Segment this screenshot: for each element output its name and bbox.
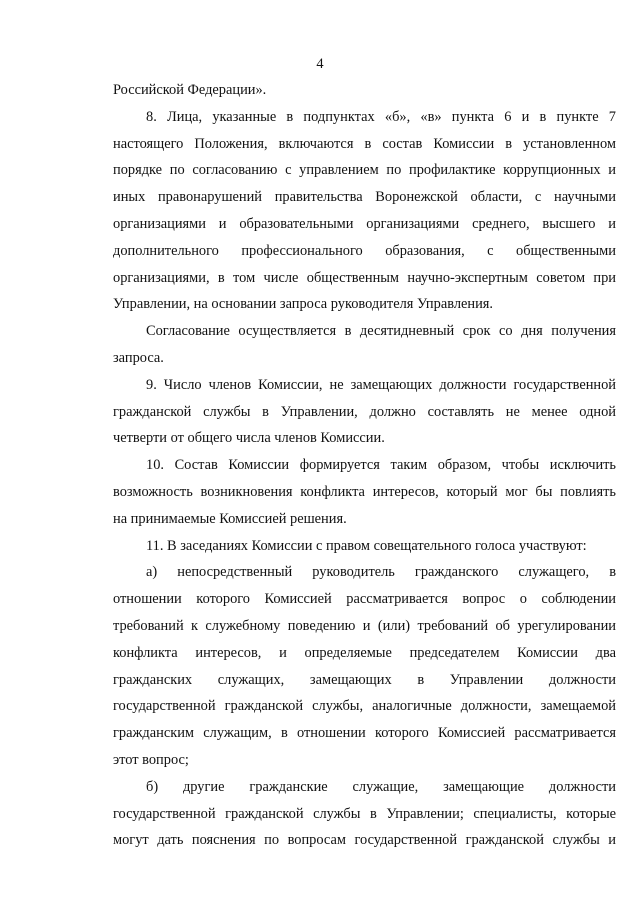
text-line: конфликта интересов, и определяемые председателем Комиссии два xyxy=(113,644,616,661)
text-line: запроса. xyxy=(113,349,164,366)
text-line: 10. Состав Комиссии формируется таким образом, чтобы исключить xyxy=(146,457,616,474)
text-line: организациями и образовательными организациями среднего, высшего и xyxy=(113,215,616,232)
text-line: 11. В заседаниях Комиссии с правом совещательного голоса участвуют: xyxy=(146,537,587,554)
text-line: государственной гражданской службы в Управлении; специалисты, которые xyxy=(113,805,616,822)
text-line: Управлении, на основании запроса руководителя Управления. xyxy=(113,296,494,313)
text-line: 9. Число членов Комиссии, не замещающих должности государственной xyxy=(146,376,616,393)
text-line: Согласование осуществляется в десятидневный срок со дня получения xyxy=(146,323,616,340)
text-line: четверти от общего числа членов Комиссии. xyxy=(113,430,385,447)
text-line: а) непосредственный руководитель гражданского служащего, в xyxy=(146,564,616,581)
text-line: б) другие гражданские служащие, замещающие должности xyxy=(146,778,616,795)
text-line: иных правонарушений правительства Воронежской области, с научными xyxy=(113,189,616,206)
document-body xyxy=(113,77,616,854)
text-line: настоящего Положения, включаются в состав Комиссии в установленном xyxy=(113,135,616,152)
text-line: гражданским служащим, в отношении которого Комиссией рассматривается xyxy=(113,725,616,742)
text-line: порядке по согласованию с управлением по профилактике коррупционных и xyxy=(113,162,616,179)
text-line: 8. Лица, указанные в подпунктах «б», «в» пункта 6 и в пункте 7 xyxy=(146,108,616,125)
text-line: государственной гражданской службы, аналогичные должности, замещаемой xyxy=(113,698,616,715)
text-line: Российской Федерации». xyxy=(113,82,267,98)
text-line: гражданских служащих, замещающих в Управлении должности xyxy=(113,671,616,688)
text-line: гражданской службы в Управлении, должно составлять не менее одной xyxy=(113,403,616,420)
page-number: 4 xyxy=(316,56,324,72)
text-line: отношении которого Комиссией рассматривается вопрос о соблюдении xyxy=(113,591,616,608)
text-line: возможность возникновения конфликта интересов, который мог бы повлиять xyxy=(113,483,616,500)
text-line: требований к служебному поведению и (или) требований об урегулировании xyxy=(113,617,616,634)
text-line: на принимаемые Комиссией решения. xyxy=(113,510,347,527)
text-line: этот вопрос; xyxy=(113,751,189,768)
text-line: дополнительного профессионального образования, с общественными xyxy=(113,242,616,259)
text-line: могут дать пояснения по вопросам государственной гражданской службы и xyxy=(113,832,616,849)
text-line: организациями, в том числе общественным научно-экспертным советом при xyxy=(113,269,616,286)
